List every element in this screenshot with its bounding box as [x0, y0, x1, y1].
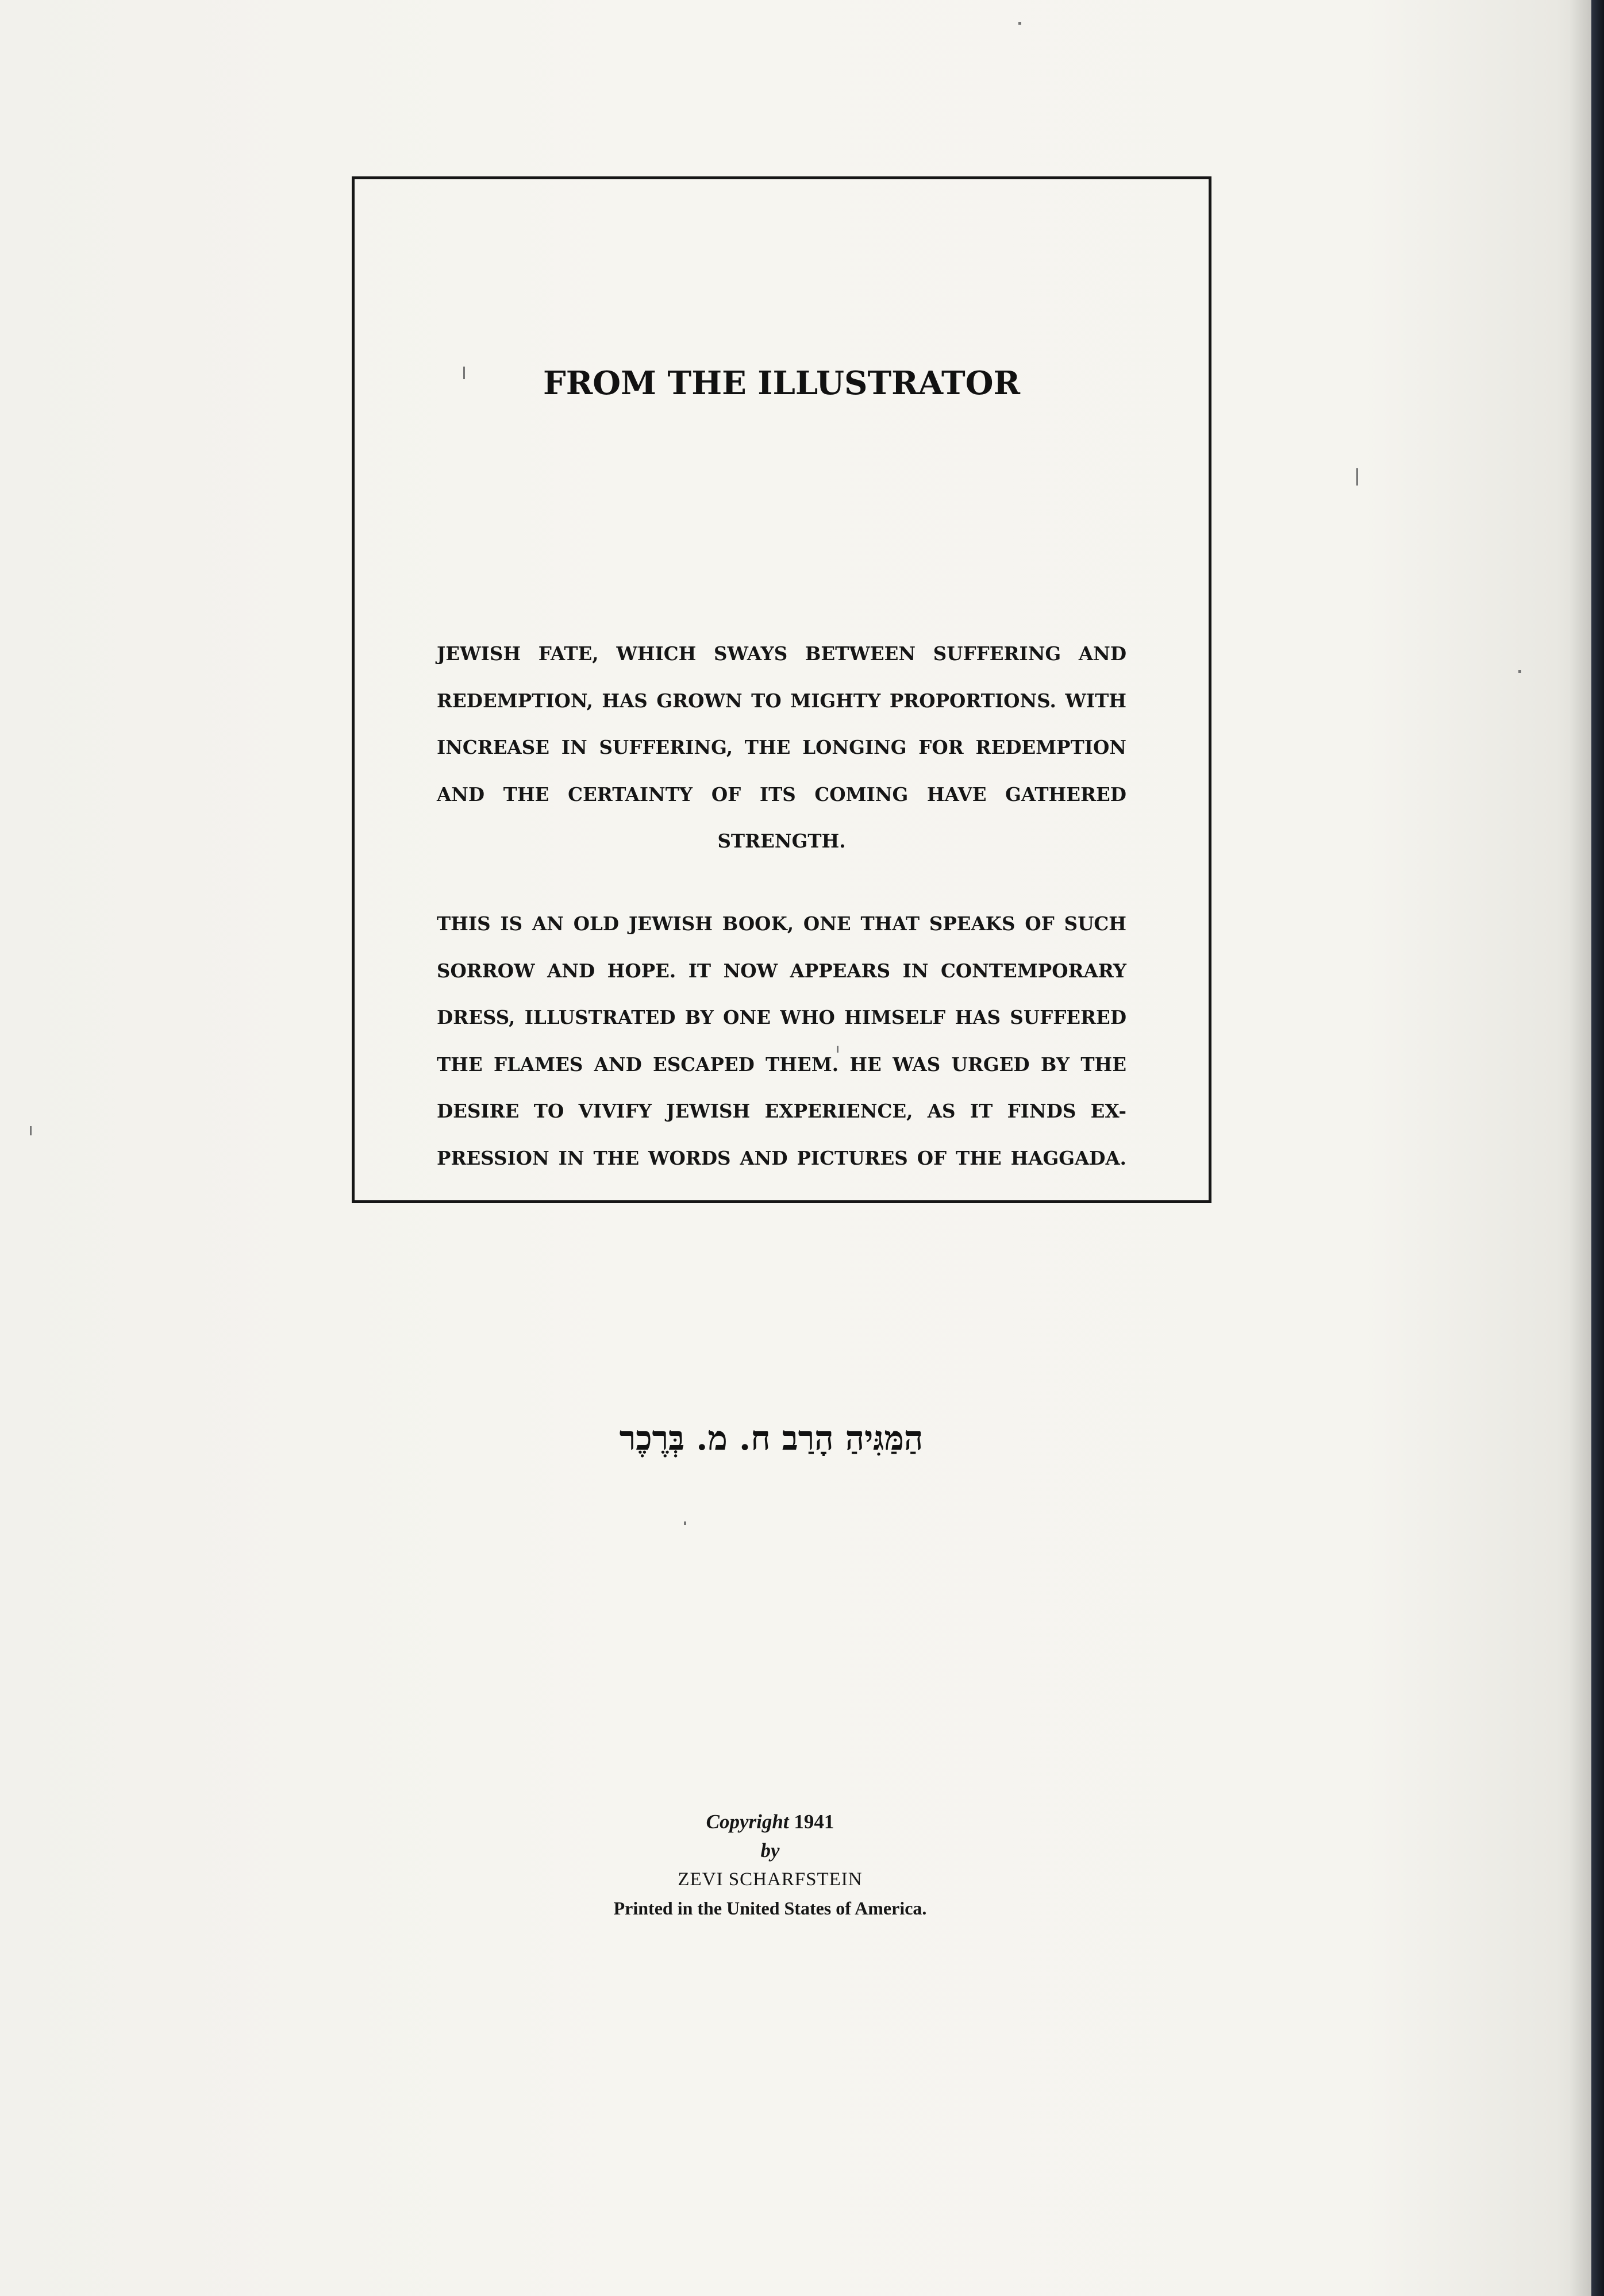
copyright-holder: ZEVI SCHARFSTEIN — [678, 1869, 863, 1890]
printed-in-line: Printed in the United States of America. — [613, 1898, 927, 1919]
paper-speck — [1518, 670, 1521, 673]
note-line: THE FLAMES AND ESCAPED THEM. HE WAS URGED BY THE — [437, 1053, 1126, 1076]
paper-speck — [684, 1521, 686, 1525]
note-line: PRESSION IN THE WORDS AND PICTURES OF THE HAGGADA. — [437, 1146, 1126, 1169]
note-line: STRENGTH. — [717, 830, 846, 852]
proofreader-credit-hebrew: הַמַּגִּיהַ הָרַב ח. מ. בְּרֶכֶר — [619, 1419, 924, 1458]
page-edge-binding — [1591, 0, 1604, 2296]
note-line: JEWISH FATE, WHICH SWAYS BETWEEN SUFFERING AND — [437, 642, 1126, 665]
paper-speck — [1018, 22, 1021, 25]
page-edge-shadow — [1570, 0, 1591, 2296]
copyright-line — [517, 1808, 1023, 1836]
copyright-notice — [517, 1808, 1023, 1923]
note-heading: FROM THE ILLUSTRATOR — [543, 364, 1021, 402]
paper-speck — [1356, 468, 1358, 486]
paper-speck — [30, 1126, 32, 1135]
note-line: INCREASE IN SUFFERING, THE LONGING FOR REDEMPTION — [437, 736, 1126, 758]
copyright-by: by — [760, 1839, 780, 1862]
note-line: DRESS, ILLUSTRATED BY ONE WHO HIMSELF HAS SUFFERED — [437, 1006, 1126, 1028]
copyright-label: Copyright — [706, 1810, 789, 1833]
note-line: SORROW AND HOPE. IT NOW APPEARS IN CONTEMPORARY — [437, 959, 1126, 982]
copyright-year: 1941 — [794, 1810, 834, 1833]
note-paragraph-2 — [437, 900, 1126, 1181]
illustrator-note-frame — [352, 176, 1211, 1203]
note-paragraph-1 — [437, 630, 1126, 865]
note-line: THIS IS AN OLD JEWISH BOOK, ONE THAT SPEAKS OF SUCH — [437, 912, 1126, 935]
note-line: DESIRE TO VIVIFY JEWISH EXPERIENCE, AS IT FINDS EX- — [437, 1100, 1126, 1122]
note-line: REDEMPTION, HAS GROWN TO MIGHTY PROPORTIONS. WITH — [437, 689, 1126, 712]
note-line: AND THE CERTAINTY OF ITS COMING HAVE GATHERED — [437, 783, 1126, 806]
